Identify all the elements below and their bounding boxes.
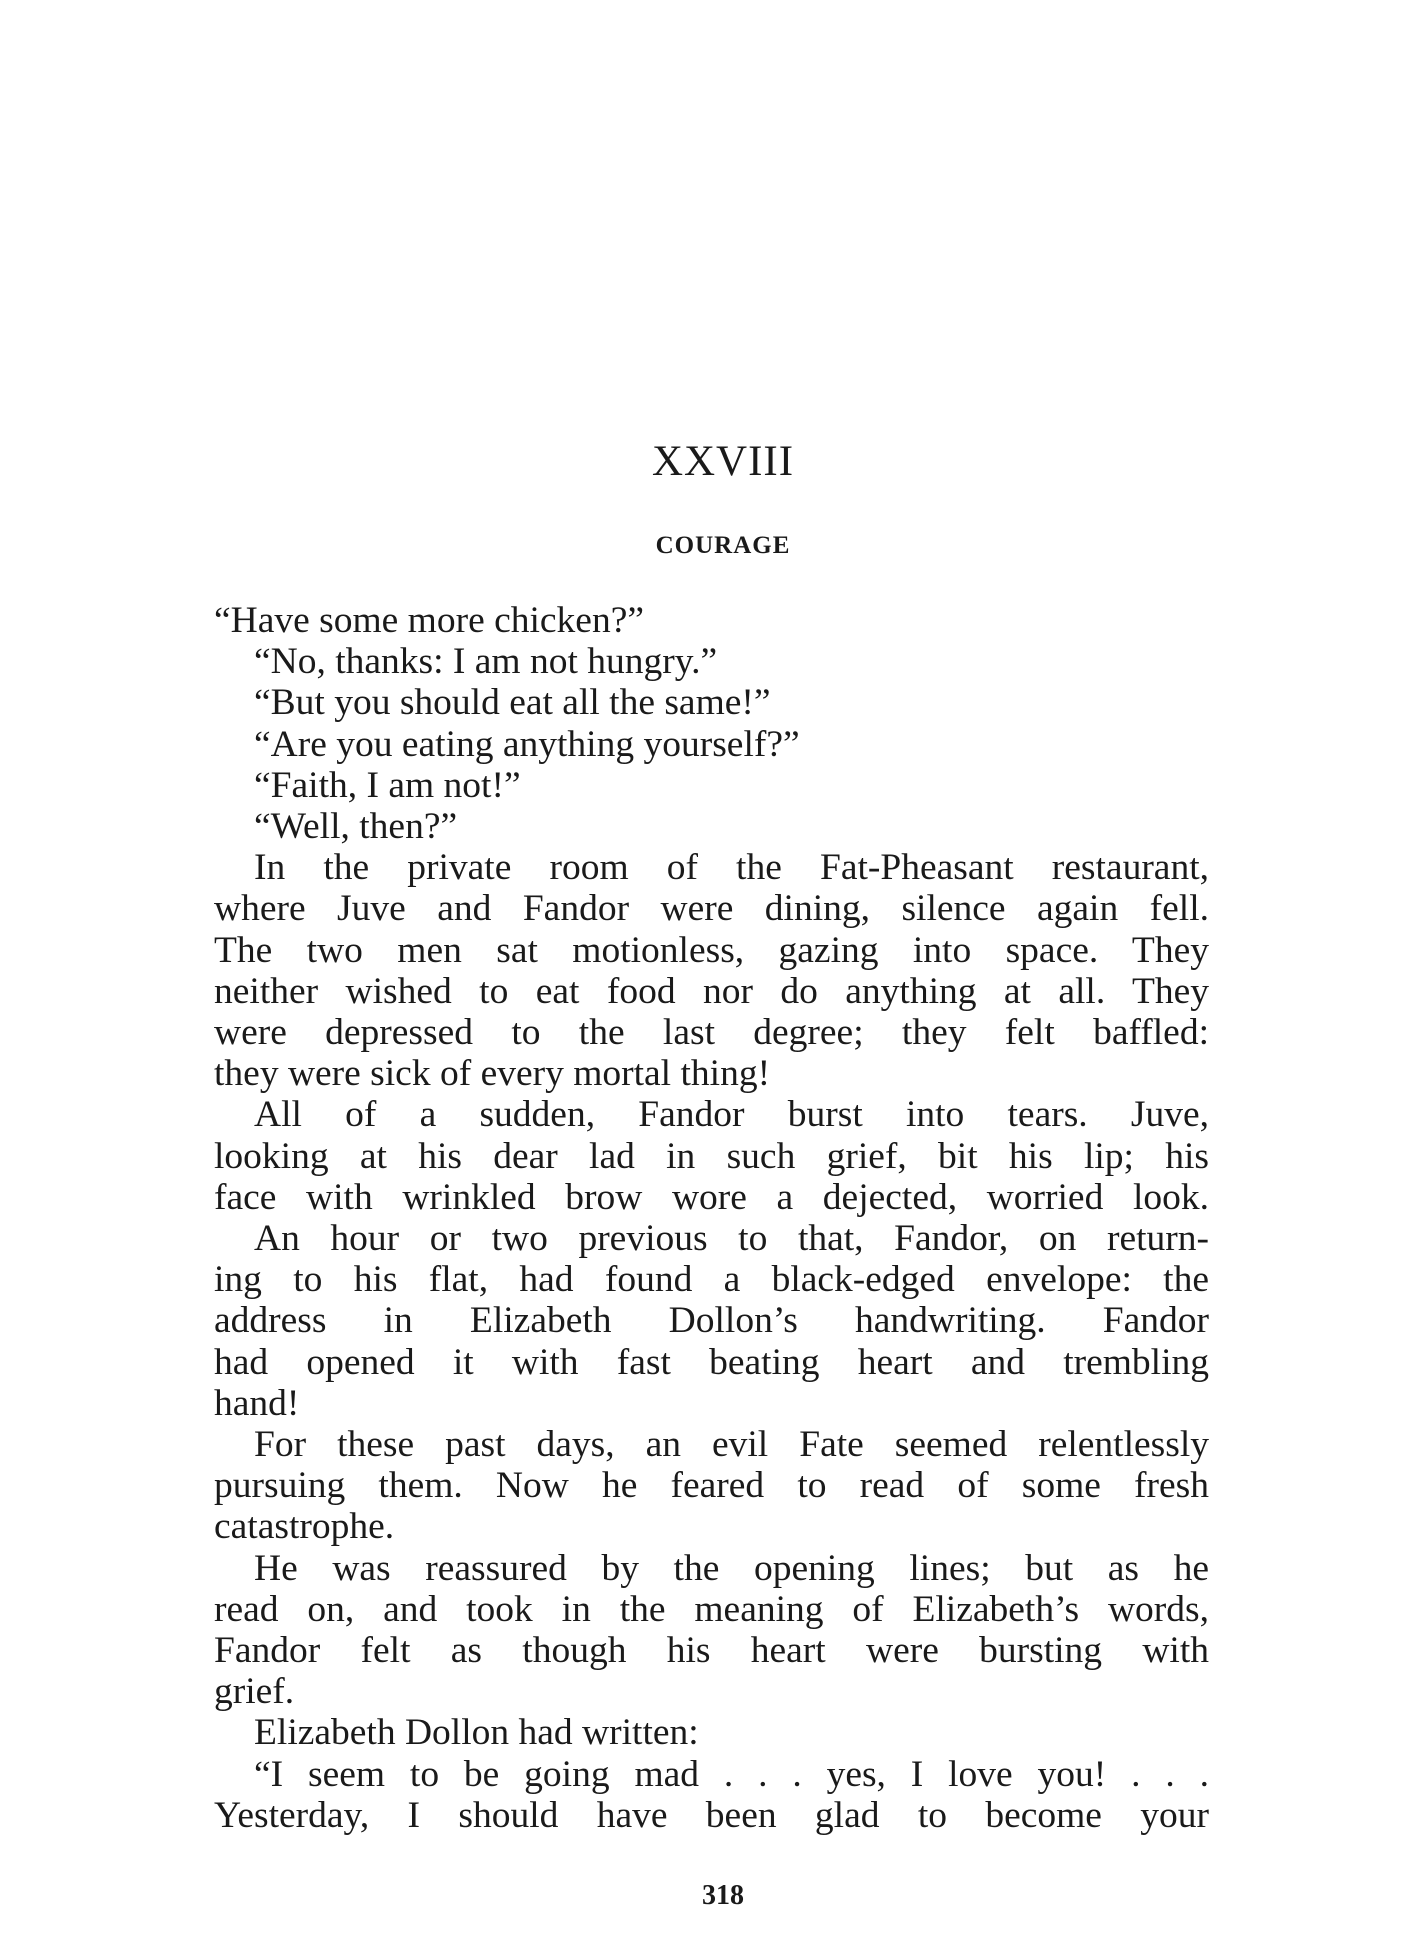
text-line: In the private room of the Fat-Pheasant restaurant,	[254, 847, 1209, 889]
text-line: All of a sudden, Fandor burst into tears. Juve,	[254, 1094, 1209, 1136]
text-line: where Juve and Fandor were dining, silence again fell.	[214, 888, 1209, 930]
chapter-title: COURAGE	[655, 532, 791, 559]
text-line: Elizabeth Dollon had written:	[254, 1712, 699, 1754]
text-line: For these past days, an evil Fate seemed relentlessly	[254, 1424, 1209, 1466]
text-line: read on, and took in the meaning of Elizabeth’s words,	[214, 1588, 1209, 1630]
text-line: hand!	[214, 1382, 300, 1424]
text-line: An hour or two previous to that, Fandor, on return-	[254, 1218, 1209, 1260]
text-line: “Faith, I am not!”	[254, 764, 521, 806]
body-text	[214, 600, 1209, 1836]
text-line: “Well, then?”	[254, 806, 458, 848]
text-line: Fandor felt as though his heart were bursting with	[214, 1630, 1209, 1672]
text-line: grief.	[214, 1671, 295, 1713]
text-line: “No, thanks: I am not hungry.”	[254, 641, 718, 683]
text-line: pursuing them. Now he feared to read of some fresh	[214, 1465, 1209, 1507]
text-line: He was reassured by the opening lines; but as he	[254, 1547, 1209, 1589]
text-line: ing to his flat, had found a black-edged envelope: the	[214, 1259, 1209, 1301]
text-line: “I seem to be going mad . . . yes, I love you! . . .	[254, 1753, 1209, 1795]
text-line: catastrophe.	[214, 1506, 395, 1548]
text-line: looking at his dear lad in such grief, bit his lip; his	[214, 1135, 1209, 1177]
page-number: 318	[702, 1880, 744, 1911]
text-line: neither wished to eat food nor do anything at all. They	[214, 970, 1209, 1012]
text-line: were depressed to the last degree; they felt baffled:	[214, 1012, 1209, 1054]
text-line: Yesterday, I should have been glad to become your	[214, 1794, 1209, 1836]
text-line: “But you should eat all the same!”	[254, 682, 771, 724]
text-line: “Have some more chicken?”	[214, 600, 644, 641]
text-line: “Are you eating anything yourself?”	[254, 723, 800, 765]
text-line: The two men sat motionless, gazing into space. They	[214, 929, 1209, 971]
text-line: face with wrinkled brow wore a dejected, worried look.	[214, 1176, 1209, 1218]
text-line: address in Elizabeth Dollon’s handwriting. Fandor	[214, 1300, 1209, 1342]
chapter-number: XXVIII	[651, 438, 795, 485]
text-line: they were sick of every mortal thing!	[214, 1053, 771, 1095]
text-line: had opened it with fast beating heart and trembling	[214, 1341, 1209, 1383]
